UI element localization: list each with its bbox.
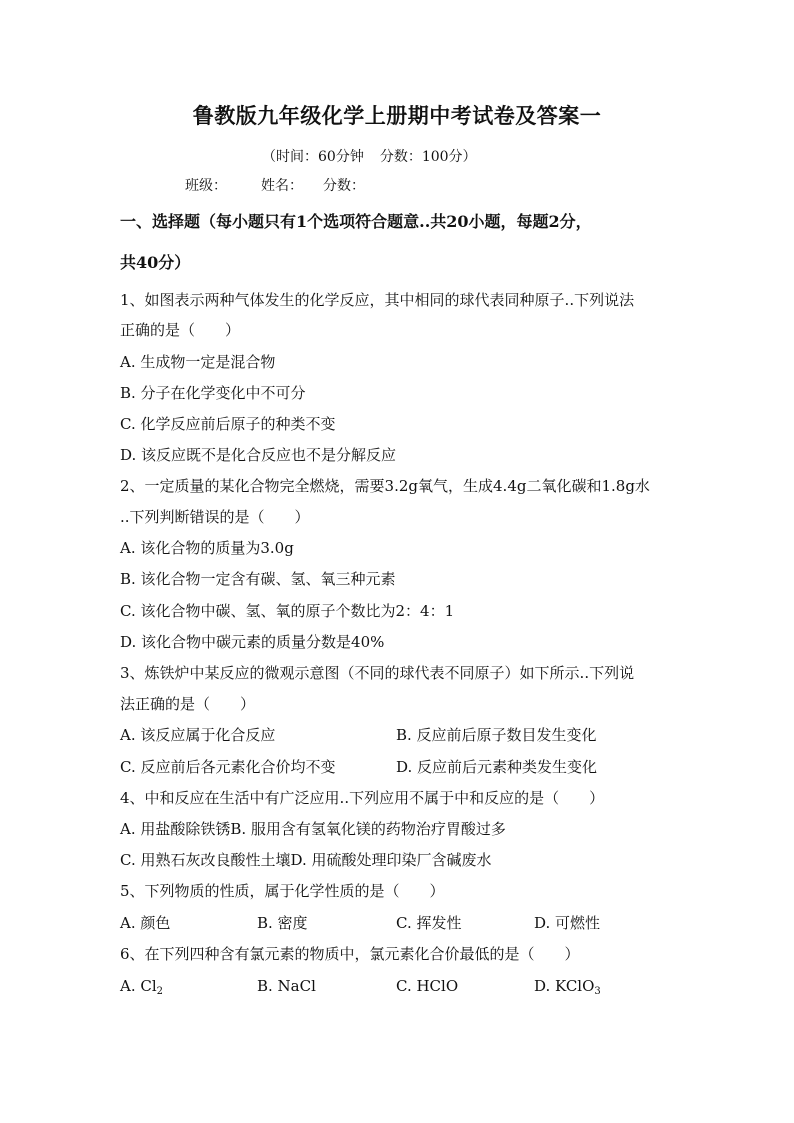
- question-5-option-d: D. 可燃性: [534, 914, 601, 932]
- question-3-option-a: A. 该反应属于化合反应: [120, 726, 276, 744]
- page-title: 鲁教版九年级化学上册期中考试卷及答案一: [192, 103, 602, 128]
- question-5-option-c: C. 挥发性: [396, 914, 462, 932]
- option-a-subscript: 2: [156, 986, 164, 997]
- question-6-option-d: [534, 976, 601, 1002]
- question-6-option-c: C. HClO: [396, 977, 459, 995]
- question-2-option-d: D. 该化合物中碳元素的质量分数是40%: [120, 633, 385, 651]
- question-6-option-a: [120, 976, 163, 1002]
- question-4-stem: 4、中和反应在生活中有广泛应用..下列应用不属于中和反应的是（ ）: [120, 789, 605, 807]
- question-1-option-a: A. 生成物一定是混合物: [120, 353, 276, 371]
- class-field-label: 班级：: [185, 178, 227, 194]
- question-6-stem: 6、在下列四种含有氯元素的物质中，氯元素化合价最低的是（ ）: [120, 945, 580, 963]
- question-4-options-cd: C. 用熟石灰改良酸性土壤D. 用硫酸处理印染厂含碱废水: [120, 851, 492, 869]
- option-d-subscript: 3: [594, 986, 601, 997]
- question-2-stem: 2、一定质量的某化合物完全燃烧，需要3.2g氧气，生成4.4g二氧化碳和1.8g水: [120, 477, 650, 495]
- question-3-stem-cont: 法正确的是（ ）: [120, 695, 256, 713]
- option-a-formula: A. Cl: [120, 977, 157, 995]
- question-1-option-d: D. 该反应既不是化合反应也不是分解反应: [120, 446, 397, 464]
- question-2-option-c: C. 该化合物中碳、氢、氧的原子个数比为2：4：1: [120, 602, 455, 620]
- question-3-option-b: B. 反应前后原子数目发生变化: [396, 726, 597, 744]
- student-fields: [185, 175, 385, 195]
- question-3-option-c: C. 反应前后各元素化合价均不变: [120, 758, 336, 776]
- section-heading-cont: 共40分）: [120, 253, 191, 272]
- question-4-options-ab: A. 用盐酸除铁锈B. 服用含有氢氧化镁的药物治疗胃酸过多: [120, 820, 506, 838]
- exam-info: [262, 146, 493, 166]
- exam-time: （时间：60分钟: [262, 149, 364, 165]
- question-5-stem: 5、下列物质的性质，属于化学性质的是（ ）: [120, 882, 445, 900]
- question-1-option-b: B. 分子在化学变化中不可分: [120, 384, 306, 402]
- exam-score-total: 分数：100分）: [379, 149, 477, 165]
- section-heading: 一、选择题（每小题只有1个选项符合题意..共20小题，每题2分，: [120, 212, 592, 231]
- name-field-label: 姓名：: [261, 178, 303, 194]
- question-3-option-d: D. 反应前后元素种类发生变化: [396, 758, 598, 776]
- question-2-option-b: B. 该化合物一定含有碳、氢、氧三种元素: [120, 570, 396, 588]
- question-5-option-b: B. 密度: [257, 914, 308, 932]
- question-1-option-c: C. 化学反应前后原子的种类不变: [120, 415, 336, 433]
- option-d-formula: D. KClO: [534, 977, 595, 995]
- question-3-stem: 3、炼铁炉中某反应的微观示意图（不同的球代表不同原子）如下所示..下列说: [120, 664, 635, 682]
- score-field-label: 分数：: [323, 178, 365, 194]
- question-2-stem-cont: ..下列判断错误的是（ ）: [120, 508, 310, 526]
- question-2-option-a: A. 该化合物的质量为3.0g: [120, 539, 294, 557]
- question-5-option-a: A. 颜色: [120, 914, 171, 932]
- question-1-stem: 1、如图表示两种气体发生的化学反应，其中相同的球代表同种原子..下列说法: [120, 291, 635, 309]
- question-1-stem-cont: 正确的是（ ）: [120, 321, 241, 339]
- question-6-option-b: B. NaCl: [257, 977, 316, 995]
